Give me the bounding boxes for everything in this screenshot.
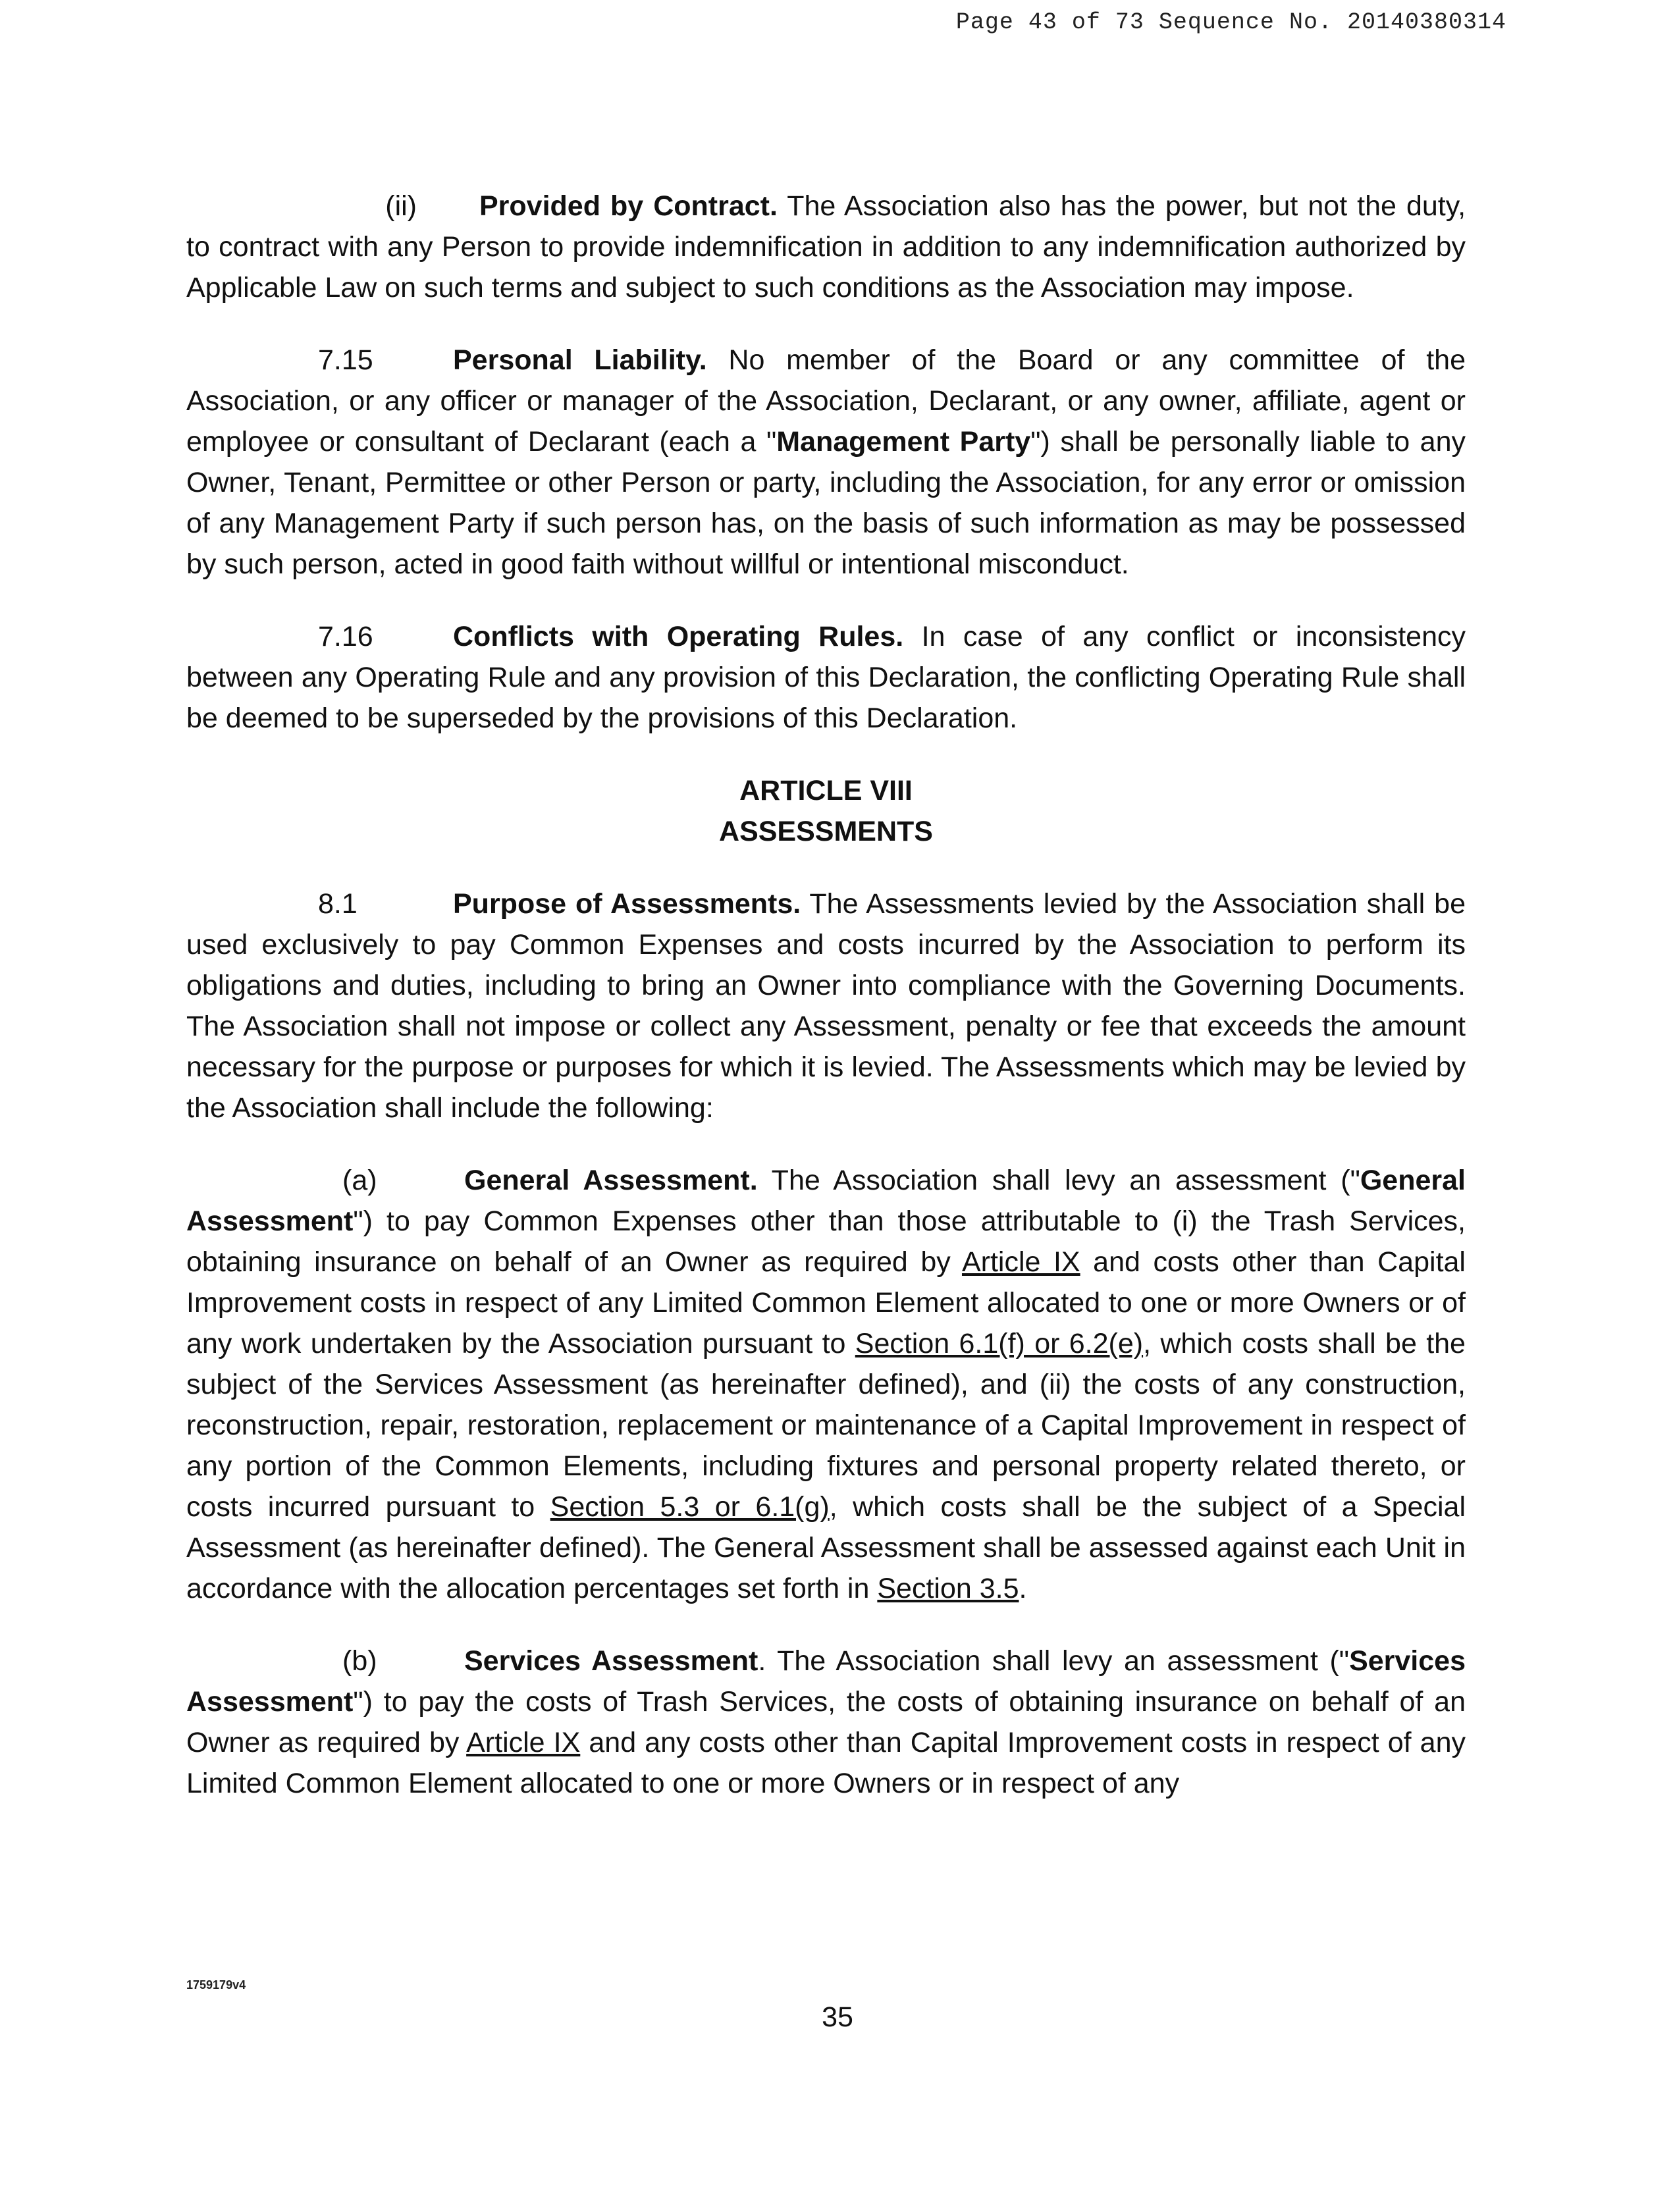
paragraph-heading: Provided by Contract.	[479, 190, 778, 222]
cross-reference: Section 5.3 or 6.1(g)	[550, 1491, 830, 1523]
article-number: ARTICLE VIII	[739, 775, 913, 806]
item-label: (ii)	[385, 190, 417, 222]
subsection-text: and any costs other than Capital Improvement costs in respect of any Limited Common Element allocated to one or more Owners or in respect of any	[186, 1727, 1466, 1799]
subsection-a-general-assessment	[186, 1160, 1466, 1609]
subsection-text: .	[1019, 1573, 1027, 1604]
subsection-text: ") to pay Common Expenses other than those attributable to (i) the Trash Services, obtaining insurance on behalf of an Owner as required by	[186, 1205, 1466, 1278]
subsection-text: , which costs shall be the subject of the Services Assessment (as hereinafter defined), and (ii) the costs of any construction, reconstruction, repair, restoration, replacement or maintenance of a Capital Improvement in respect of any portion of the Common Elements, including fixtures and personal property related thereto, or costs incurred pursuant to	[186, 1328, 1466, 1523]
section-number: 7.15	[318, 344, 373, 376]
page-sequence-header: Page 43 of 73 Sequence No. 20140380314	[955, 9, 1506, 36]
subsection-text: and costs other than Capital Improvement costs in respect of any Limited Common Element allocated to one or more Owners or of any work undertaken by the Association pursuant to	[186, 1246, 1466, 1359]
section-text: The Assessments levied by the Association shall be used exclusively to pay Common Expenses and costs incurred by the Association to perform its obligations and duties, including to bring an Owner into compliance with the Governing Documents. The Association shall not impose or collect any Assessment, penalty or fee that exceeds the amount necessary for the purpose or purposes for which it is levied. The Assessments which may be levied by the Association shall include the following:	[186, 888, 1466, 1124]
section-7-15-personal-liability	[186, 340, 1466, 585]
document-id: 1759179v4	[186, 1978, 246, 1991]
section-8-1-purpose-of-assessments	[186, 883, 1466, 1128]
subsection-heading: Services Assessment	[464, 1645, 758, 1677]
cross-reference: Article IX	[961, 1246, 1080, 1278]
article-heading	[186, 770, 1466, 852]
item-label: (b)	[342, 1645, 377, 1677]
section-text: No member of the Board or any committee of the Association, or any officer or manager of the Association, Declarant, or any owner, affiliate, agent or employee or consultant of Declarant (each a "	[186, 344, 1466, 458]
subsection-text: , which costs shall be the subject of a Special Assessment (as hereinafter defined). The General Assessment shall be assessed against each Unit in accordance with the allocation percentages set forth in	[186, 1491, 1466, 1604]
cross-reference: Section 6.1(f) or 6.2(e)	[855, 1328, 1144, 1359]
document-body	[186, 186, 1466, 1835]
defined-term: General Assessment	[186, 1165, 1466, 1237]
subsection-b-services-assessment	[186, 1641, 1466, 1804]
item-label: (a)	[342, 1165, 377, 1196]
subsection-text: ") to pay the costs of Trash Services, the costs of obtaining insurance on behalf of an Owner as required by	[186, 1686, 1466, 1758]
defined-term: Management Party	[776, 426, 1031, 458]
defined-term: Services Assessment	[186, 1645, 1466, 1718]
section-heading: Purpose of Assessments.	[453, 888, 801, 920]
paragraph-ii-provided-by-contract	[186, 186, 1466, 308]
subsection-heading: General Assessment.	[464, 1165, 758, 1196]
section-heading: Conflicts with Operating Rules.	[453, 621, 904, 652]
subsection-text: The Association shall levy an assessment ("	[757, 1165, 1360, 1196]
page-number: 35	[822, 2001, 853, 2033]
article-title: ASSESSMENTS	[719, 816, 933, 847]
cross-reference: Article IX	[466, 1727, 581, 1758]
subsection-text: . The Association shall levy an assessment ("	[758, 1645, 1350, 1677]
section-number: 8.1	[318, 888, 358, 920]
section-heading: Personal Liability.	[453, 344, 707, 376]
section-text: In case of any conflict or inconsistency between any Operating Rule and any provision of this Declaration, the conflicting Operating Rule shall be deemed to be superseded by the provisions of this Declaration.	[186, 621, 1466, 734]
section-text: ") shall be personally liable to any Owner, Tenant, Permittee or other Person or party, including the Association, for any error or omission of any Management Party if such person has, on the basis of such information as may be possessed by such person, acted in good faith without willful or intentional misconduct.	[186, 426, 1466, 580]
cross-reference: Section 3.5	[877, 1573, 1019, 1604]
paragraph-text: The Association also has the power, but not the duty, to contract with any Person to provide indemnification in addition to any indemnification authorized by Applicable Law on such terms and subject to such conditions as the Association may impose.	[186, 190, 1466, 303]
section-number: 7.16	[318, 621, 373, 652]
section-7-16-conflicts-operating-rules	[186, 616, 1466, 739]
